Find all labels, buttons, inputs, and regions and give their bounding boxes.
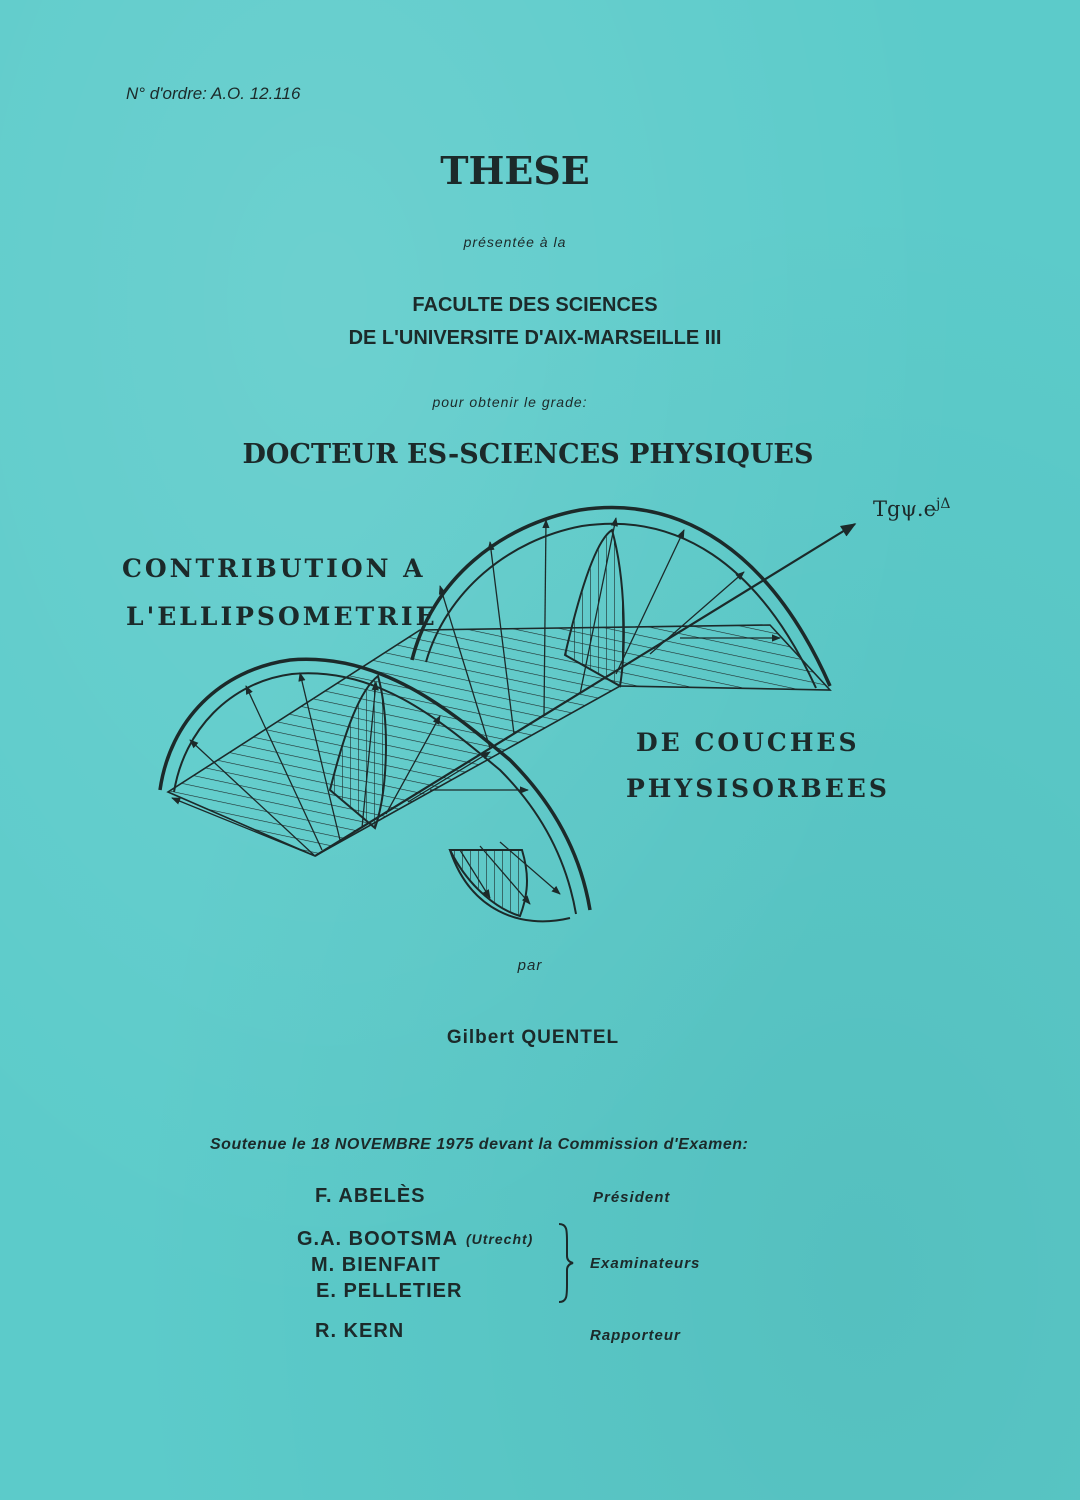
order-number: N° d'ordre: A.O. 12.116	[126, 84, 301, 103]
jury-member-bienfait: M. BIENFAIT	[311, 1254, 441, 1276]
degree-title: DOCTEUR ES-SCIENCES PHYSIQUES	[242, 439, 814, 470]
subject-line-2: L'ELLIPSOMETRIE	[126, 602, 438, 631]
faculty-line-1: FACULTE DES SCIENCES	[412, 294, 658, 316]
role-rapporteur: Rapporteur	[590, 1327, 681, 1344]
jury-member-bootsma: G.A. BOOTSMA	[297, 1228, 458, 1250]
subject-line-4: PHYSISORBEES	[626, 774, 890, 803]
subject-line-1: CONTRIBUTION A	[122, 554, 426, 583]
thesis-heading: THESE	[440, 148, 590, 193]
subject-line-3: DE COUCHES	[636, 728, 860, 757]
role-president: Président	[593, 1189, 671, 1206]
jury-member-pelletier: E. PELLETIER	[316, 1280, 463, 1302]
examiners-brace	[555, 1222, 575, 1304]
author-name: Gilbert QUENTEL	[446, 1027, 620, 1048]
by-text: par	[517, 957, 543, 974]
jury-member-abeles: F. ABELÈS	[315, 1185, 426, 1207]
to-obtain-text: pour obtenir le grade:	[432, 394, 588, 410]
jury-member-affiliation: (Utrecht)	[466, 1231, 534, 1247]
presented-to-text: présentée à la	[463, 234, 567, 250]
faculty-line-2: DE L'UNIVERSITE D'AIX-MARSEILLE III	[348, 327, 722, 349]
defense-statement: Soutenue le 18 NOVEMBRE 1975 devant la Commission d'Examen:	[210, 1136, 749, 1153]
polarization-formula: $Tg\psi.e^{j\Delta}$	[873, 496, 951, 521]
role-examiners: Examinateurs	[590, 1255, 701, 1272]
jury-member-kern: R. KERN	[315, 1320, 405, 1342]
